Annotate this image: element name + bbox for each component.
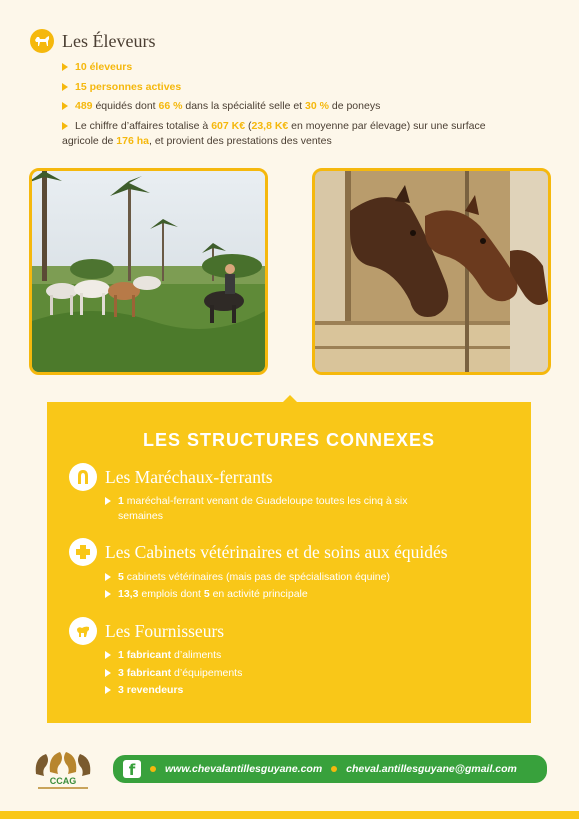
eleveurs-item-4 bbox=[62, 119, 552, 134]
text-segment: en moyenne par élevage) sur une surface bbox=[288, 120, 486, 132]
logo-text: CCAG bbox=[49, 776, 77, 786]
separator-dot bbox=[150, 766, 156, 772]
eleveurs-count: 10 éleveurs bbox=[75, 61, 133, 73]
eleveurs-item-4-cont bbox=[62, 134, 332, 149]
bottom-strip bbox=[0, 811, 579, 819]
horseshoe-icon bbox=[69, 463, 97, 491]
marechaux-header bbox=[69, 463, 273, 491]
cabinets-title: Les Cabinets vétérinaires et de soins aux équidés bbox=[105, 541, 448, 562]
fournisseurs-title: Les Fournisseurs bbox=[105, 620, 225, 641]
separator-dot bbox=[331, 766, 337, 772]
fournisseurs-item-1 bbox=[105, 648, 485, 663]
eleveurs-item-2 bbox=[62, 80, 181, 95]
photo-horses-in-stable bbox=[312, 168, 551, 375]
text-segment: équidés dont bbox=[92, 100, 159, 112]
surface-hectares: 176 ha bbox=[116, 135, 149, 147]
revendeurs-count: 3 revendeurs bbox=[118, 684, 184, 696]
marechaux-item-1 bbox=[105, 494, 485, 524]
text-segment: semaines bbox=[118, 510, 163, 522]
fournisseurs-header bbox=[69, 617, 224, 645]
bullet-arrow-icon bbox=[105, 573, 111, 581]
text-segment: en activité principale bbox=[209, 588, 308, 600]
cabinets-item-2 bbox=[105, 587, 485, 602]
eleveurs-title: Les Éleveurs bbox=[62, 30, 156, 51]
marechal-count: 1 bbox=[118, 495, 124, 507]
fabricant-aliments-count: 1 fabricant bbox=[118, 649, 172, 661]
bullet-arrow-icon bbox=[105, 686, 111, 694]
cabinets-header bbox=[69, 538, 448, 566]
bullet-arrow-icon bbox=[105, 651, 111, 659]
cabinets-item-1 bbox=[105, 570, 485, 585]
text-segment: Le chiffre d’affaires totalise à bbox=[75, 120, 212, 132]
text-segment: dans la spécialité selle et bbox=[182, 100, 306, 112]
website-link[interactable]: www.chevalantillesguyane.com bbox=[165, 763, 323, 775]
bullet-arrow-icon bbox=[105, 497, 111, 505]
email-link[interactable]: cheval.antillesguyane@gmail.com bbox=[346, 763, 517, 775]
fournisseurs-item-2 bbox=[105, 666, 485, 681]
ccag-logo bbox=[28, 746, 98, 792]
text-segment: agricole de bbox=[62, 135, 117, 147]
horses-icon bbox=[30, 29, 54, 53]
equides-count: 489 bbox=[75, 100, 93, 112]
contact-bar bbox=[113, 755, 547, 783]
bullet-arrow-icon bbox=[105, 669, 111, 677]
fournisseurs-item-3 bbox=[105, 683, 485, 698]
selle-percent: 66 % bbox=[158, 100, 183, 112]
revenue-average: 23,8 K€ bbox=[251, 120, 289, 132]
photo-riders-in-field bbox=[29, 168, 268, 375]
text-segment: ( bbox=[245, 120, 252, 132]
cabinets-count: 5 bbox=[118, 571, 124, 583]
text-segment: cabinets vétérinaires (mais pas de spécialisation équine) bbox=[123, 571, 390, 583]
bullet-arrow-icon bbox=[105, 590, 111, 598]
facebook-icon[interactable]: f bbox=[123, 760, 141, 778]
structures-box bbox=[47, 402, 531, 723]
eleveurs-item-3 bbox=[62, 99, 380, 114]
text-segment: emplois dont bbox=[138, 588, 204, 600]
poneys-percent: 30 % bbox=[305, 100, 329, 112]
emplois-count: 13,3 bbox=[118, 588, 139, 600]
structures-title: LES STRUCTURES CONNEXES bbox=[142, 430, 436, 450]
text-segment: de poneys bbox=[328, 100, 381, 112]
fabricant-equipements-count: 3 fabricant bbox=[118, 667, 172, 679]
bullet-arrow-icon bbox=[62, 122, 68, 130]
bullet-arrow-icon bbox=[62, 83, 68, 91]
revenue-total: 607 K€ bbox=[211, 120, 246, 132]
eleveurs-item-1 bbox=[62, 60, 132, 75]
bullet-arrow-icon bbox=[62, 63, 68, 71]
text-segment: , et provient des prestations des ventes bbox=[149, 135, 332, 147]
text-segment: maréchal-ferrant venant de Guadeloupe toutes les cinq à six bbox=[123, 495, 408, 507]
eleveurs-header bbox=[30, 29, 155, 53]
text-segment: d’équipements bbox=[171, 667, 243, 679]
marechaux-title: Les Maréchaux-ferrants bbox=[105, 466, 273, 487]
emplois-principale-count: 5 bbox=[203, 588, 210, 600]
bullet-arrow-icon bbox=[62, 102, 68, 110]
active-persons-count: 15 personnes actives bbox=[75, 81, 182, 93]
saddle-icon bbox=[69, 617, 97, 645]
text-segment: d’aliments bbox=[171, 649, 222, 661]
medical-cross-icon bbox=[69, 538, 97, 566]
